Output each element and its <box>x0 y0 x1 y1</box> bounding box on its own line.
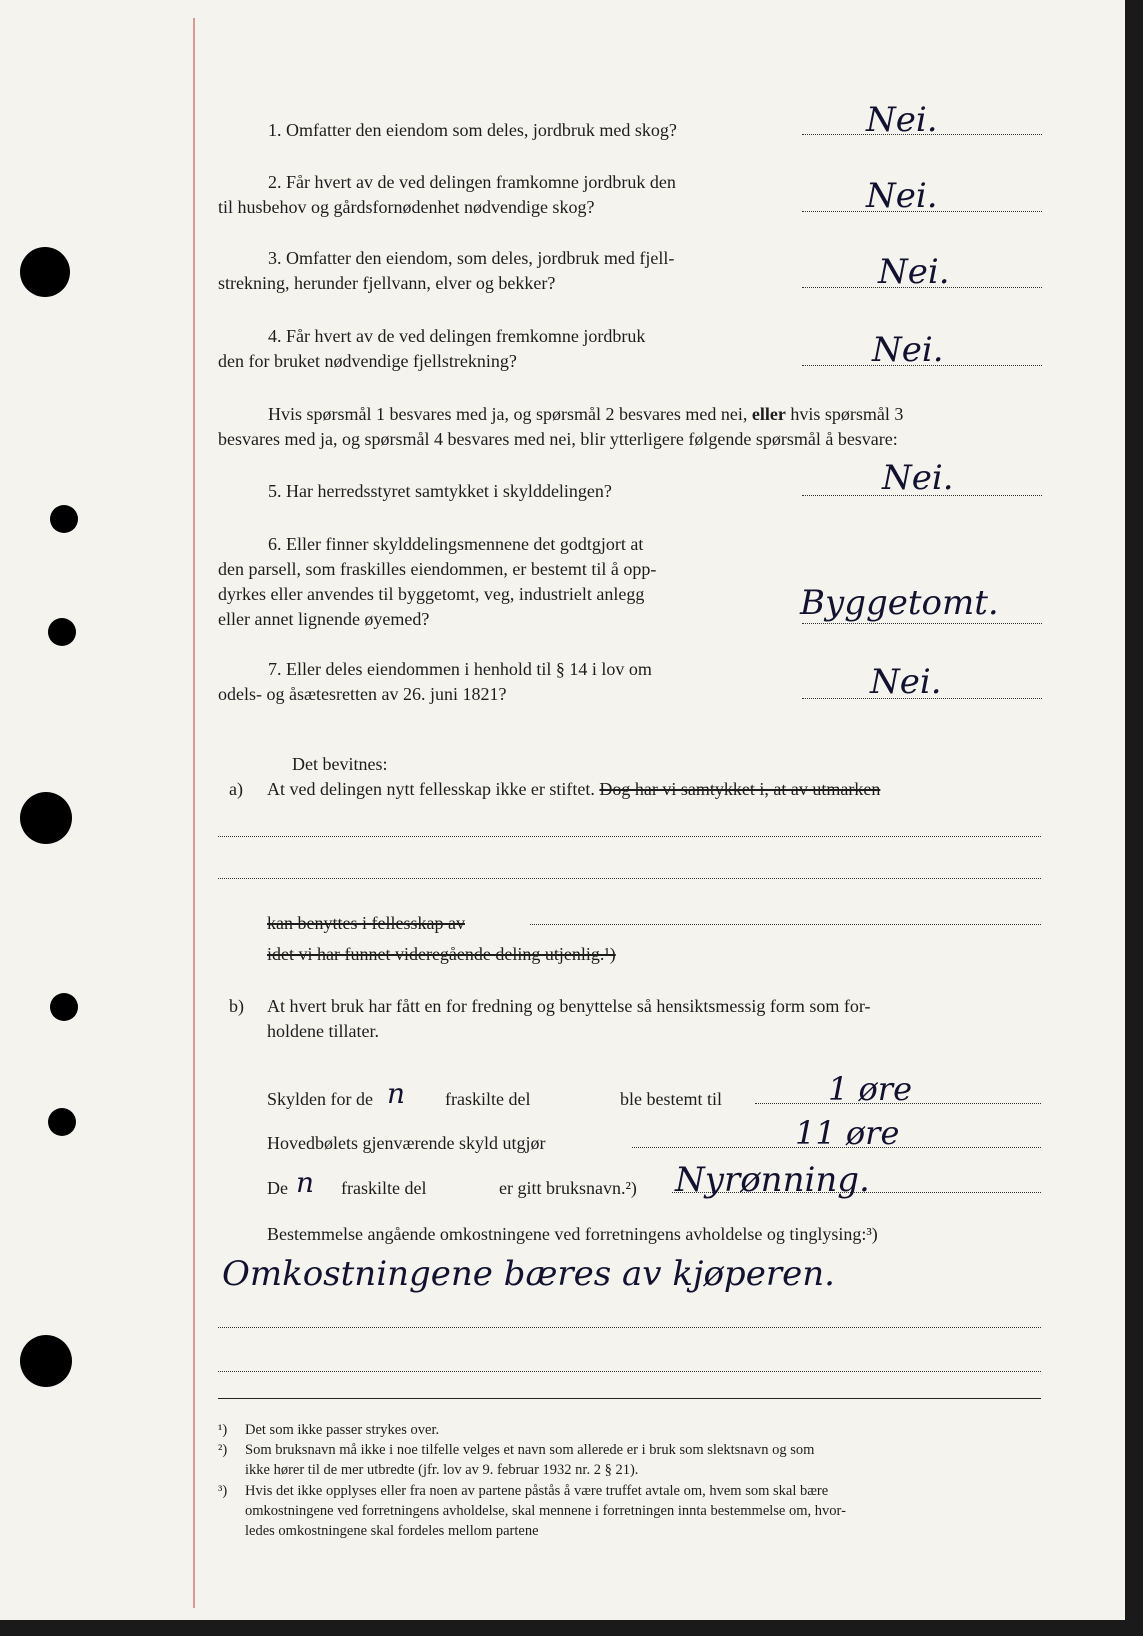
footnote-mark: ³) <box>218 1483 228 1499</box>
answer-4: Nei. <box>872 330 944 370</box>
question-7: 7. Eller deles eiendommen i henhold til § 14 i lov om <box>268 659 652 679</box>
bruksnavn-label: De <box>267 1178 288 1198</box>
attest-b-text: At hvert bruk har fått en for fredning og benyttelse så hensiktsmessig form som for- <box>267 996 871 1016</box>
condition-text-cont: besvares med ja, og spørsmål 4 besvares med nei, blir ytterligere følgende spørsmål å besvare: <box>218 429 898 449</box>
footnote-3-cont: ledes omkostningene skal fordeles mellom partene <box>245 1523 539 1539</box>
hovedbol-value: 11 øre <box>795 1114 900 1152</box>
footnote-1: Det som ikke passer strykes over. <box>245 1422 440 1438</box>
omkostning-value: Omkostningene bæres av kjøperen. <box>222 1254 835 1294</box>
attest-b-text-cont: holdene tillater. <box>267 1021 379 1041</box>
question-6-cont: dyrkes eller anvendes til byggetomt, veg, industrielt anlegg <box>218 584 645 604</box>
answer-7: Nei. <box>870 662 942 702</box>
condition-part: hvis spørsmål 3 <box>790 404 904 424</box>
skyld-n: n <box>387 1077 406 1110</box>
struck-text: idet vi har funnet videregående deling utjenlig.¹) <box>267 944 616 964</box>
punch-hole <box>50 505 78 533</box>
footnote-mark: ²) <box>218 1442 228 1458</box>
answer-1: Nei. <box>866 100 938 140</box>
punch-hole <box>20 1335 72 1387</box>
question-4: 4. Får hvert av de ved delingen fremkomne jordbruk <box>268 326 646 346</box>
answer-3: Nei. <box>878 252 950 292</box>
blank-line <box>530 924 1041 925</box>
question-2-cont: til husbehov og gårdsfornødenhet nødvendige skog? <box>218 197 595 217</box>
attest-heading: Det bevitnes: <box>292 754 388 774</box>
skyld-value: 1 øre <box>828 1070 913 1108</box>
footnote-2-cont: ikke hører til de mer utbredte (jfr. lov av 9. februar 1932 nr. 2 § 21). <box>245 1462 639 1478</box>
struck-text: kan benyttes i fellesskap av <box>267 913 465 933</box>
answer-6: Byggetomt. <box>800 583 999 623</box>
condition-eller: eller <box>751 404 786 424</box>
answer-5: Nei. <box>882 458 954 498</box>
question-6-cont: eller annet lignende øyemed? <box>218 609 430 629</box>
skyld-label: fraskilte del <box>445 1089 531 1109</box>
blank-line <box>218 836 1041 837</box>
question-1: 1. Omfatter den eiendom som deles, jordbruk med skog? <box>268 120 677 140</box>
attest-a-label: a) <box>229 779 243 799</box>
attest-a-text <box>267 777 880 801</box>
punch-hole <box>20 792 72 844</box>
question-3: 3. Omfatter den eiendom, som deles, jordbruk med fjell- <box>268 248 675 268</box>
answer-2: Nei. <box>866 176 938 216</box>
footnote-rule <box>218 1398 1041 1399</box>
question-6: 6. Eller finner skylddelingsmennene det godtgjort at <box>268 534 644 554</box>
footnote-mark: ¹) <box>218 1422 228 1438</box>
bruksnavn-value: Nyrønning. <box>675 1160 870 1200</box>
margin-rule <box>193 18 195 1608</box>
question-2: 2. Får hvert av de ved delingen framkomne jordbruk den <box>268 172 676 192</box>
struck-text: Dog har vi samtykket i, at av utmarken <box>599 779 881 799</box>
bruksnavn-label: er gitt bruksnavn.²) <box>499 1178 637 1198</box>
question-3-cont: strekning, herunder fjellvann, elver og bekker? <box>218 273 556 293</box>
bruksnavn-label: fraskilte del <box>341 1178 427 1198</box>
skyld-label: Skylden for de <box>267 1089 373 1109</box>
answer-line <box>802 623 1042 624</box>
punch-hole <box>20 247 70 297</box>
question-7-cont: odels- og åsætesretten av 26. juni 1821? <box>218 684 507 704</box>
footnote-3: Hvis det ikke opplyses eller fra noen av partene påstås å være truffet avtale om, hvem som skal bære <box>245 1483 829 1499</box>
punch-hole <box>48 618 76 646</box>
attest-a-statement: At ved delingen nytt fellesskap ikke er stiftet. <box>267 779 595 799</box>
blank-line <box>218 1371 1041 1372</box>
bruksnavn-n: n <box>296 1166 315 1199</box>
question-5: 5. Har herredsstyret samtykket i skylddelingen? <box>268 481 612 501</box>
punch-hole <box>48 1108 76 1136</box>
omkostning-label: Bestemmelse angående omkostningene ved forretningens avholdelse og tinglysing:³) <box>267 1224 878 1244</box>
condition-part: Hvis spørsmål 1 besvares med ja, og spørsmål 2 besvares med nei, <box>268 404 748 424</box>
punch-hole <box>50 993 78 1021</box>
footnote-3-cont: omkostningene ved forretningens avholdelse, skal mennene i forretningen innta bestemmelse om, hvor- <box>245 1503 846 1519</box>
question-4-cont: den for bruket nødvendige fjellstrekning? <box>218 351 517 371</box>
skyld-label: ble bestemt til <box>620 1089 722 1109</box>
condition-text <box>268 402 903 426</box>
attest-b-label: b) <box>229 996 244 1016</box>
blank-line <box>218 1327 1041 1328</box>
blank-line <box>218 878 1041 879</box>
footnote-2: Som bruksnavn må ikke i noe tilfelle velges et navn som allerede er i bruk som slektsnavn og som <box>245 1442 815 1458</box>
question-6-cont: den parsell, som fraskilles eiendommen, er bestemt til å opp- <box>218 559 657 579</box>
hovedbol-label: Hovedbølets gjenværende skyld utgjør <box>267 1133 546 1153</box>
